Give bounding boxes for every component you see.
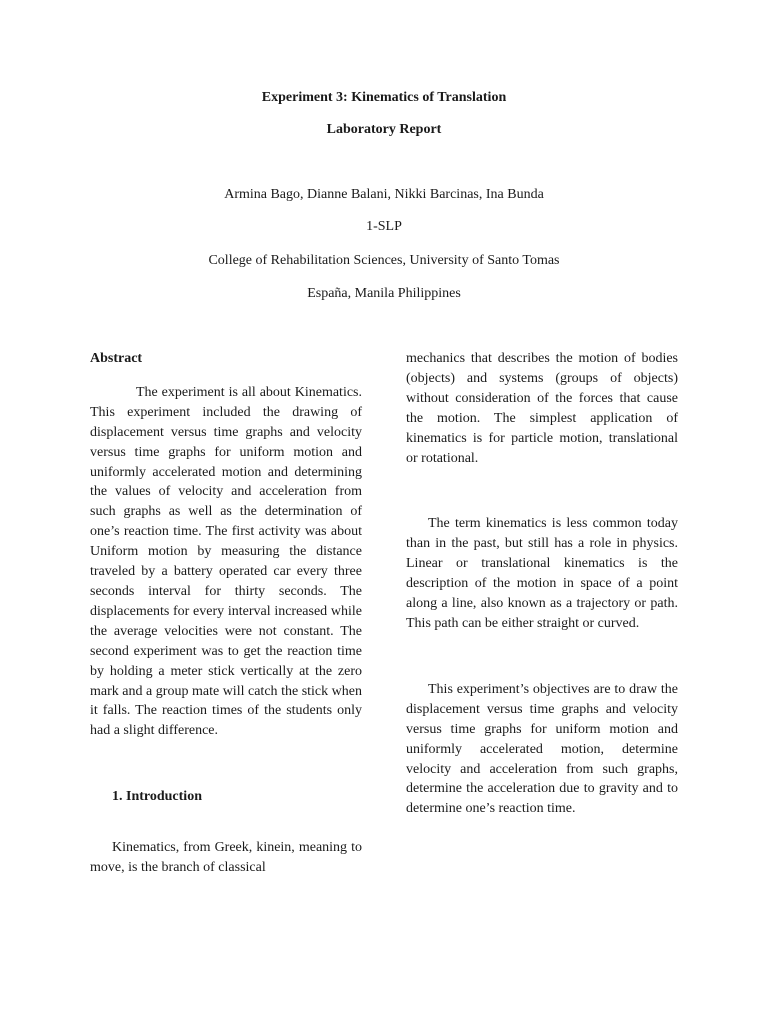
class-section: 1-SLP [366, 219, 402, 234]
author-list: Armina Bago, Dianne Balani, Nikki Barcinas, Ina Bunda [224, 187, 544, 202]
location: España, Manila Philippines [307, 286, 461, 301]
right-column [406, 349, 678, 819]
college-affiliation: College of Rehabilitation Sciences, University of Santo Tomas [208, 253, 560, 268]
abstract-text: The experiment is all about Kinematics. This experiment included the drawing of displacement versus time graphs and velocity versus time graphs for uniform motion and uniformly accelerated motion and determining the values of velocity and acceleration from such graphs as well as the determination of one’s reaction time. The first activity was about Uniform motion by measuring the distance traveled by a battery operated car every three seconds interval for thirty seconds. The displacements for every interval increased while the average velocities were not constant. The second experiment was to get the reaction time by holding a meter stick vertically at the zero mark and a group mate will catch the stick when it falls. The reaction times of the students only had a slight difference. [90, 384, 362, 739]
left-column [90, 349, 362, 878]
intro-paragraph-1-start: Kinematics, from Greek, kinein, meaning to move, is the branch of classical [90, 840, 362, 876]
paper-subtitle: Laboratory Report [326, 122, 442, 137]
intro-paragraph-2: The term kinematics is less common today than in the past, but still has a role in physics. Linear or translational kinematics is the description of the motion in space of a point along a line, also known as a trajectory or path. This path can be either straight or curved. [406, 516, 678, 631]
paper-title: Experiment 3: Kinematics of Translation [261, 90, 507, 105]
abstract-heading: Abstract [90, 351, 143, 366]
introduction-heading: 1. Introduction [112, 789, 202, 805]
intro-paragraph-3: This experiment’s objectives are to draw the displacement versus time graphs and velocity versus time graphs for uniform motion and uniformly accelerated motion, determine velocity and acceleration from such graphs, determine the acceleration due to gravity and to determine one’s reaction time. [406, 681, 678, 817]
intro-paragraph-1-continued: mechanics that describes the motion of bodies (objects) and systems (groups of objects) without consideration of the forces that cause the motion. The simplest application of kinematics is for particle motion, translational or rotational. [406, 351, 678, 466]
